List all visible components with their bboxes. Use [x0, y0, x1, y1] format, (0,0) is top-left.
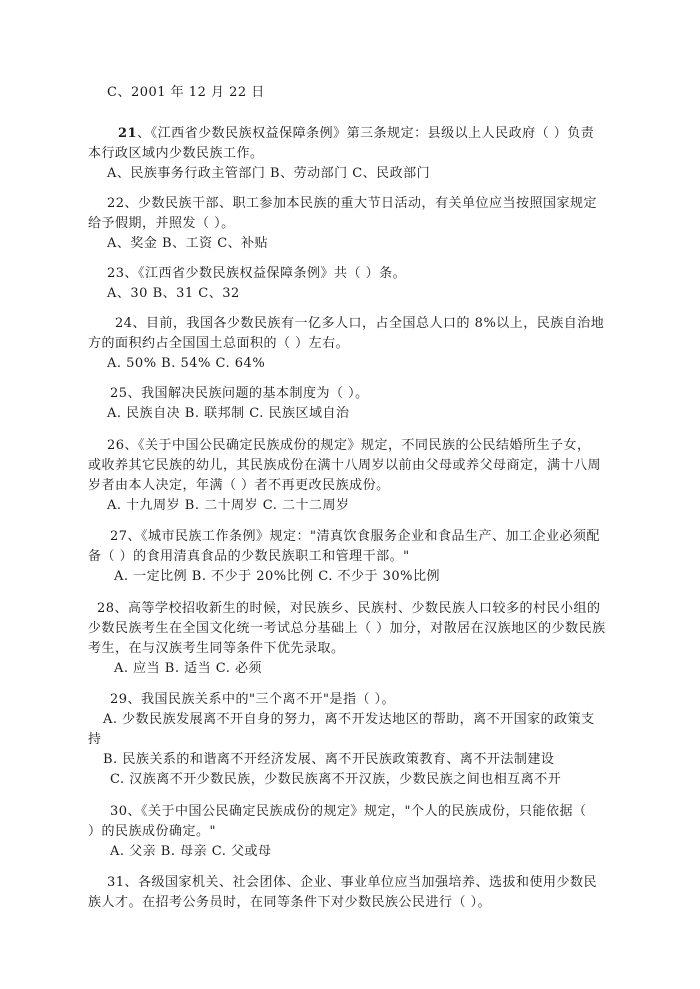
question-31-line-2: 族人才。在招考公务员时，在同等条件下对少数民族公民进行（ ）。	[88, 895, 492, 910]
question-23-options: A、30 B、31 C、32	[107, 286, 240, 301]
question-25-options: A. 民族自决 B. 联邦制 C. 民族区域自治	[107, 406, 350, 421]
question-25-line-1: 25、我国解决民族问题的基本制度为（ ）。	[110, 386, 369, 401]
question-27-line-1: 27、《城市民族工作条例》规定："清真饮食服务企业和食品生产、加工企业必须配	[110, 529, 601, 544]
question-28-line-2: 少数民族考生在全国文化统一考试总分基础上（ ）加分，对散居在汉族地区的少数民族	[88, 621, 606, 636]
question-21-number: 21	[118, 126, 138, 141]
question-26-line-2: 或收养其它民族的幼儿，其民族成份在满十八周岁以前由父母或养父母商定，满十八周	[88, 458, 602, 473]
question-22-options: A、奖金 B、工资 C、补贴	[107, 236, 269, 251]
question-30-line-1: 30、《关于中国公民确定民族成份的规定》规定，"个人的民族成份，只能依据（	[110, 804, 587, 819]
question-31-line-1: 31、各级国家机关、社会团体、企业、事业单位应当加强培养、选拔和使用少数民	[107, 875, 598, 890]
question-21-line-2: 本行政区域内少数民族工作。	[88, 146, 264, 161]
header-option: C、2001 年 12 月 22 日	[107, 85, 265, 100]
question-21-line-1	[118, 123, 594, 144]
question-26-line-1: 26、《关于中国公民确定民族成份的规定》规定，不同民族的公民结婚所生子女，	[107, 438, 591, 453]
question-24-options: A. 50% B. 54% C. 64%	[107, 356, 266, 371]
question-21-options: A、民族事务行政主管部门 B、劳动部门 C、民政部门	[107, 166, 431, 181]
question-26-options: A. 十九周岁 B. 二十周岁 C. 二十二周岁	[107, 498, 350, 513]
question-21-text: 、《江西省少数民族权益保障条例》第三条规定：县级以上人民政府（ ）负责	[137, 126, 595, 141]
question-30-line-2: ）的民族成份确定。"	[88, 824, 216, 839]
question-24-line-2: 方的面积约占全国国土总面积的（ ）左右。	[88, 336, 350, 351]
question-28-options: A. 应当 B. 适当 C. 必须	[114, 661, 262, 676]
question-28-line-3: 考生，在与汉族考生同等条件下优先录取。	[88, 641, 345, 656]
question-30-options: A. 父亲 B. 母亲 C. 父或母	[110, 844, 272, 859]
question-26-line-3: 岁者由本人决定，年满（ ）者不再更改民族成份。	[88, 478, 390, 493]
question-22-line-1: 22、少数民族干部、职工参加本民族的重大节日活动，有关单位应当按照国家规定	[107, 196, 598, 211]
question-27-options: A. 一定比例 B. 不少于 20%比例 C. 不少于 30%比例	[114, 569, 441, 584]
question-29-option-b: B. 民族关系的和谐离不开经济发展、离不开民族政策教育、离不开法制建设	[103, 752, 555, 767]
question-29-option-c: C. 汉族离不开少数民族，少数民族离不开汉族，少数民族之间也相互离不开	[110, 772, 562, 787]
question-29-option-a-cont: 持	[88, 732, 102, 747]
question-29-option-a: A. 少数民族发展离不开自身的努力，离不开发达地区的帮助，离不开国家的政策支	[103, 712, 595, 727]
question-24-line-1: 24、目前，我国各少数民族有一亿多人口，占全国总人口的 8%以上，民族自治地	[115, 316, 605, 331]
question-28-line-1: 28、高等学校招收新生的时候，对民族乡、民族村、少数民族人口较多的村民小组的	[97, 601, 601, 616]
question-27-line-2: 备（ ）的食用清真食品的少数民族职工和管理干部。"	[88, 549, 410, 564]
question-29-line-1: 29、我国民族关系中的"三个离不开"是指（ ）。	[110, 692, 396, 707]
question-22-line-2: 给予假期，并照发（ ）。	[88, 216, 235, 231]
question-23-line-1: 23、《江西省少数民族权益保障条例》共（ ）条。	[107, 266, 407, 281]
